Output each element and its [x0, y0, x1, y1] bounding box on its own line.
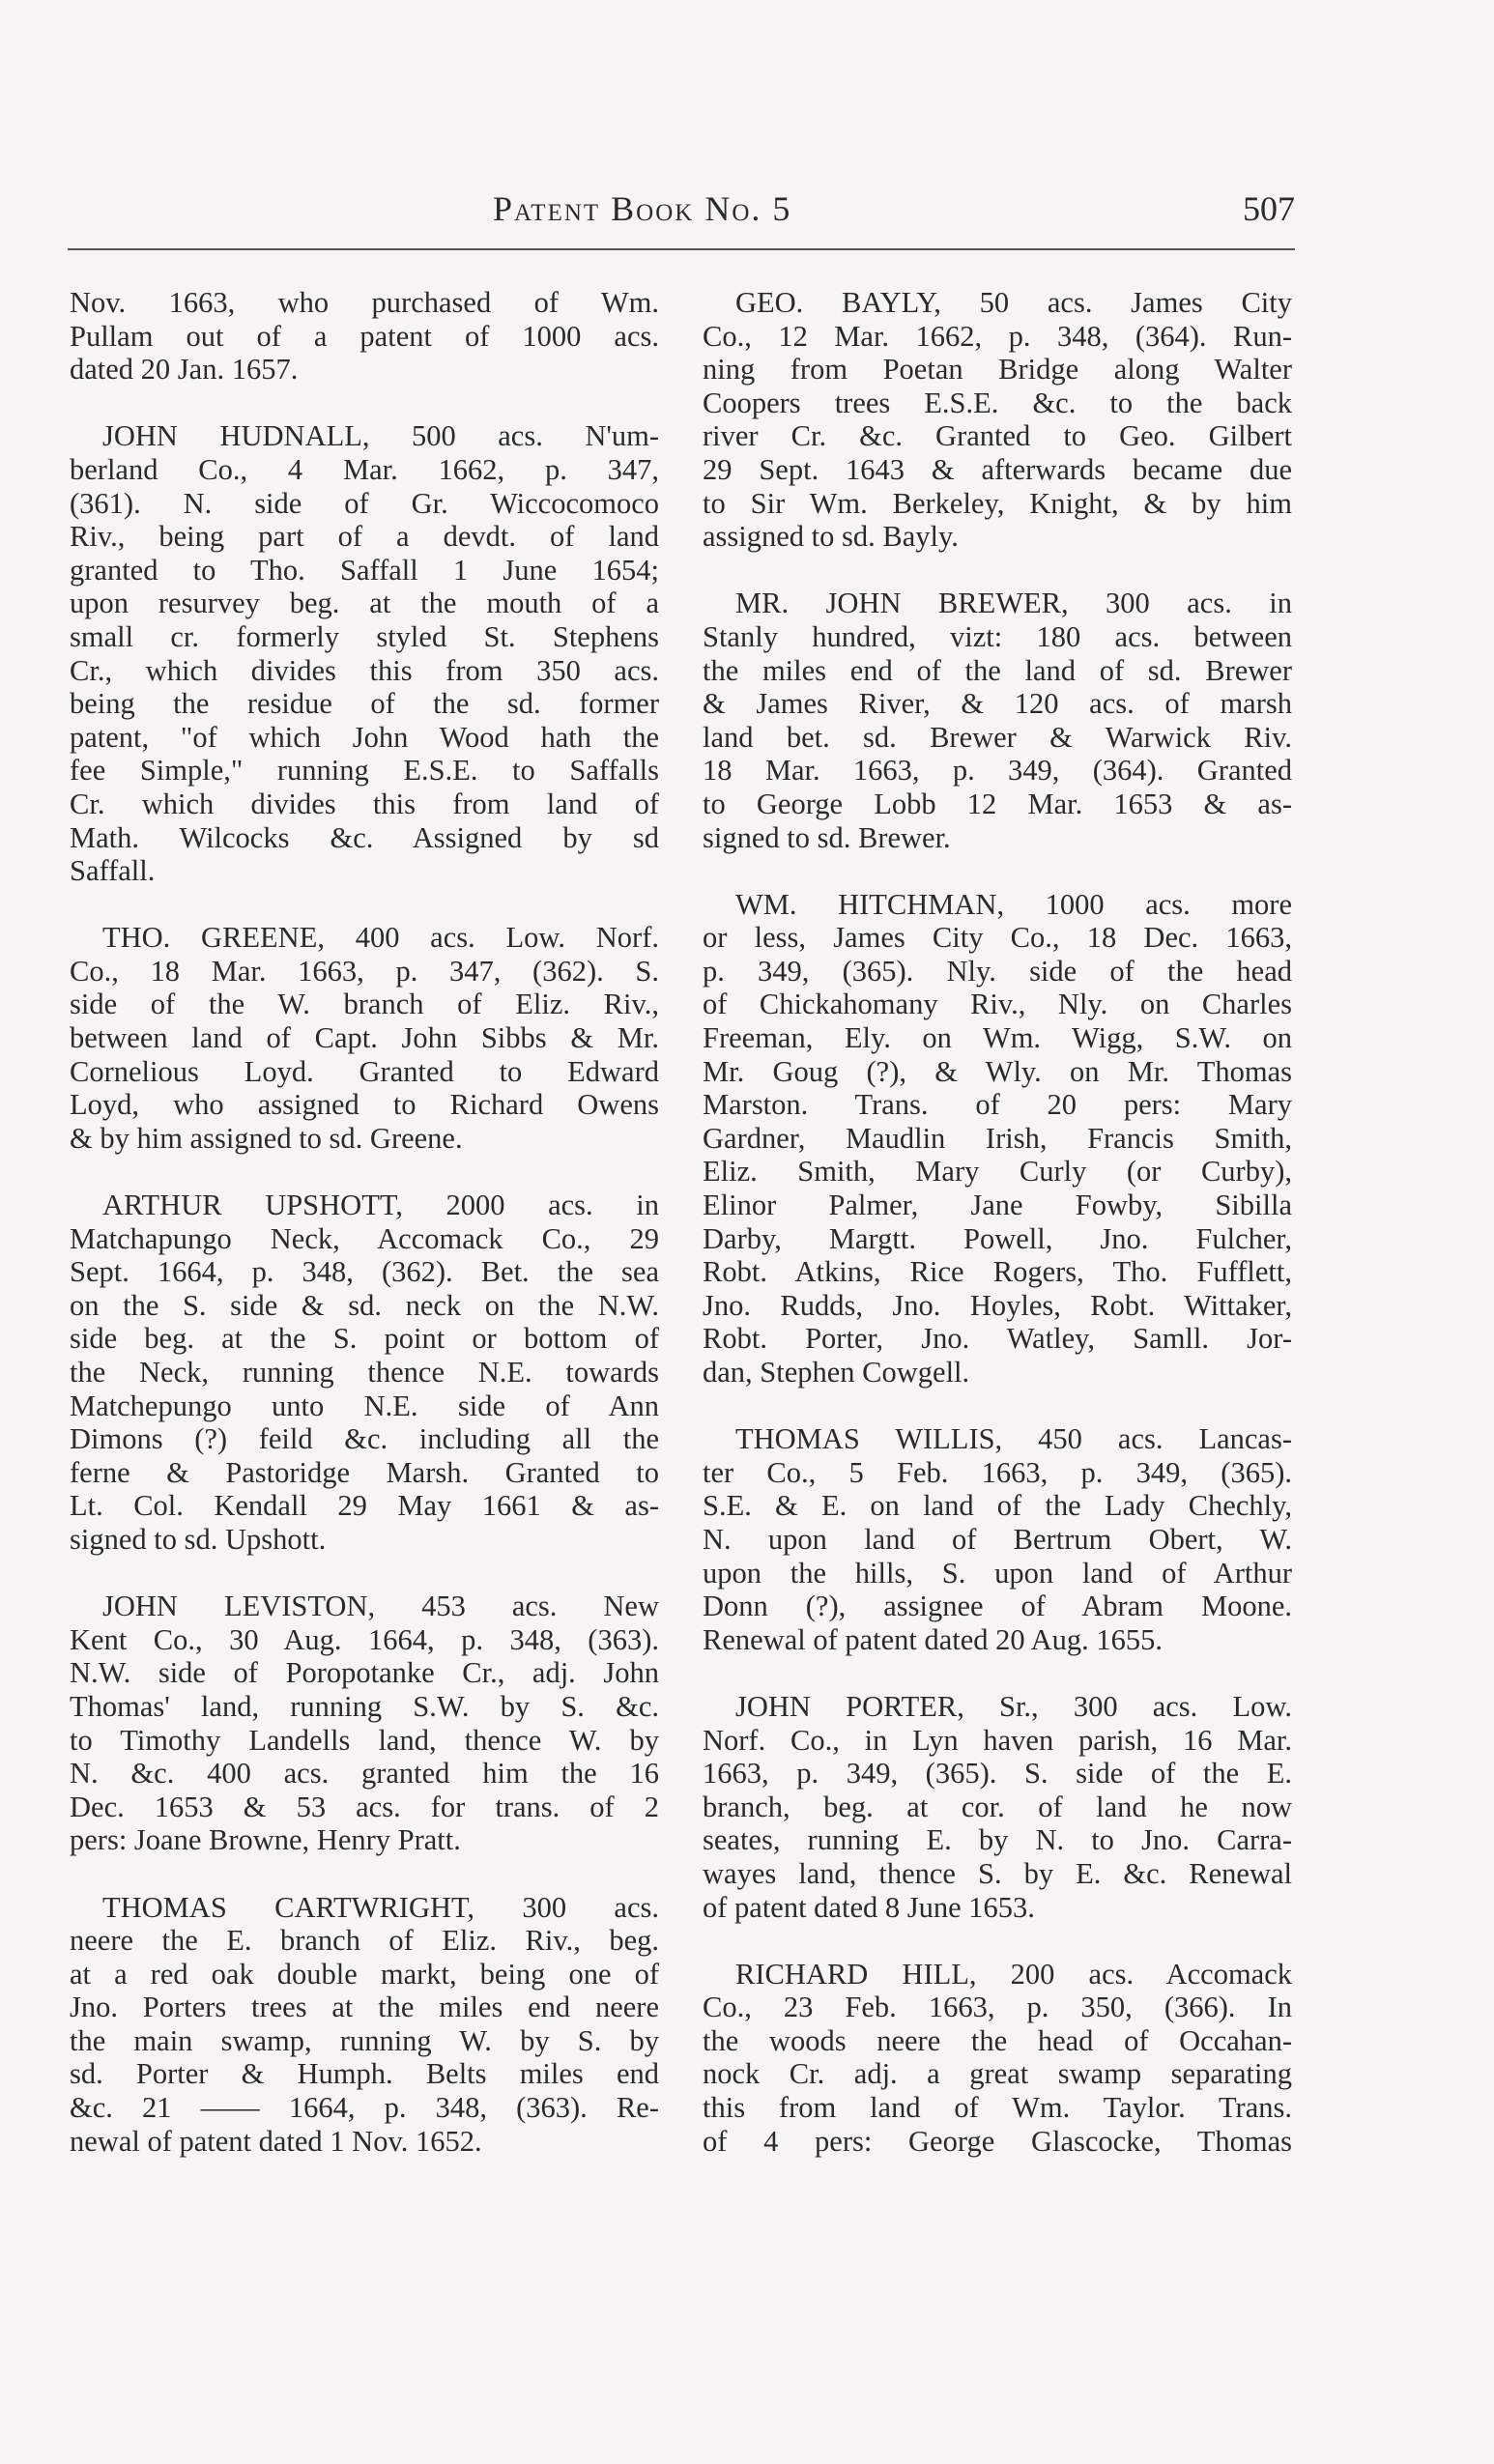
running-title: Patent Book No. 5 — [493, 189, 792, 228]
text-line: MR. JOHN BREWER, 300 acs. in — [735, 587, 1292, 620]
text-line: to George Lobb 12 Mar. 1653 & as- — [703, 787, 1292, 820]
text-line: neere the E. branch of Eliz. Riv., beg. — [70, 1924, 659, 1958]
text-line: Coopers trees E.S.E. &c. to the back — [703, 386, 1292, 419]
text-line: this from land of Wm. Taylor. Trans. — [703, 2091, 1292, 2125]
text-line: THOMAS WILLIS, 450 acs. Lancas- — [735, 1422, 1292, 1456]
text-line: signed to sd. Brewer. — [703, 820, 951, 854]
text-line: of patent dated 8 June 1653. — [703, 1890, 1035, 1924]
text-line: 29 Sept. 1643 & afterwards became due — [703, 452, 1292, 486]
text-line: or less, James City Co., 18 Dec. 1663, — [703, 921, 1292, 955]
text-line: Kent Co., 30 Aug. 1664, p. 348, (363). — [70, 1622, 659, 1656]
text-line: dated 20 Jan. 1657. — [70, 353, 299, 387]
text-line: RICHARD HILL, 200 acs. Accomack — [735, 1957, 1292, 1991]
text-line: S.E. & E. on land of the Lady Chechly, — [703, 1489, 1292, 1523]
text-line: Cornelious Loyd. Granted to Edward — [70, 1054, 659, 1088]
text-line: small cr. formerly styled St. Stephens — [70, 619, 659, 653]
text-line: the woods neere the head of Occahan- — [703, 2023, 1292, 2057]
text-line: of 4 pers: George Glascocke, Thomas — [703, 2124, 1292, 2158]
text-line: dan, Stephen Cowgell. — [703, 1356, 970, 1389]
patent-entry — [703, 1958, 1292, 2159]
patent-entry — [70, 1189, 659, 1557]
text-line: ter Co., 5 Feb. 1663, p. 349, (365). — [703, 1455, 1292, 1489]
text-line: Gardner, Maudlin Irish, Francis Smith, — [703, 1121, 1292, 1155]
text-line: Lt. Col. Kendall 29 May 1661 & as- — [70, 1489, 659, 1523]
text-line: granted to Tho. Saffall 1 June 1654; — [70, 553, 659, 587]
patent-entry — [703, 587, 1292, 854]
text-line: signed to sd. Upshott. — [70, 1522, 327, 1556]
text-line: GEO. BAYLY, 50 acs. James City — [735, 286, 1292, 319]
text-line: berland Co., 4 Mar. 1662, p. 347, — [70, 452, 659, 486]
text-line: of Chickahomany Riv., Nly. on Charles — [703, 988, 1292, 1021]
text-line: Jno. Porters trees at the miles end neere — [70, 1991, 659, 2024]
text-line: Nov. 1663, who purchased of Wm. — [70, 286, 659, 319]
text-line: river Cr. &c. Granted to Geo. Gilbert — [703, 419, 1292, 453]
text-line: seates, running E. by N. to Jno. Carra- — [703, 1823, 1292, 1857]
text-line: N. &c. 400 acs. granted him the 16 — [70, 1757, 659, 1791]
page-number: 507 — [1243, 189, 1295, 228]
text-line: Loyd, who assigned to Richard Owens — [70, 1088, 659, 1122]
text-line: Marston. Trans. of 20 pers: Mary — [703, 1088, 1292, 1122]
text-line: the Neck, running thence N.E. towards — [70, 1356, 659, 1389]
patent-entry — [70, 1891, 659, 2159]
text-line: Dimons (?) feild &c. including all the — [70, 1422, 659, 1456]
text-line: Matchepungo unto N.E. side of Ann — [70, 1389, 659, 1422]
text-line: ferne & Pastoridge Marsh. Granted to — [70, 1455, 659, 1489]
text-line: Math. Wilcocks &c. Assigned by sd — [70, 820, 659, 854]
text-line: between land of Capt. John Sibbs & Mr. — [70, 1021, 659, 1055]
left-column — [70, 286, 659, 2192]
text-line: Darby, Margtt. Powell, Jno. Fulcher, — [703, 1221, 1292, 1255]
text-line: Donn (?), assignee of Abram Moone. — [703, 1590, 1292, 1623]
text-line: assigned to sd. Bayly. — [703, 520, 959, 554]
text-line: Matchapungo Neck, Accomack Co., 29 — [70, 1221, 659, 1255]
text-line: side of the W. branch of Eliz. Riv., — [70, 988, 659, 1021]
patent-entry — [70, 1590, 659, 1857]
text-line: Stanly hundred, vizt: 180 acs. between — [703, 619, 1292, 653]
patent-entry — [703, 888, 1292, 1390]
text-line: branch, beg. at cor. of land he now — [703, 1790, 1292, 1823]
text-line: Renewal of patent dated 20 Aug. 1655. — [703, 1622, 1164, 1656]
text-line: fee Simple," running E.S.E. to Saffalls — [70, 754, 659, 788]
text-line: Pullam out of a patent of 1000 acs. — [70, 319, 659, 353]
patent-entry — [703, 286, 1292, 554]
page-header — [68, 188, 1295, 237]
text-line: patent, "of which John Wood hath the — [70, 720, 659, 754]
text-line: the miles end of the land of sd. Brewer — [703, 653, 1292, 687]
text-line: Co., 23 Feb. 1663, p. 350, (366). In — [703, 1991, 1292, 2024]
text-line: Thomas' land, running S.W. by S. &c. — [70, 1689, 659, 1723]
text-line: sd. Porter & Humph. Belts miles end — [70, 2057, 659, 2091]
patent-entry — [70, 419, 659, 887]
text-line: to Timothy Landells land, thence W. by — [70, 1723, 659, 1757]
text-line: wayes land, thence S. by E. &c. Renewal — [703, 1856, 1292, 1890]
text-line: (361). N. side of Gr. Wiccocomoco — [70, 486, 659, 520]
text-line: WM. HITCHMAN, 1000 acs. more — [735, 887, 1292, 921]
text-line: Sept. 1664, p. 348, (362). Bet. the sea — [70, 1255, 659, 1289]
text-line: JOHN PORTER, Sr., 300 acs. Low. — [735, 1689, 1292, 1723]
patent-entry — [70, 286, 659, 387]
text-line: Freeman, Ely. on Wm. Wigg, S.W. on — [703, 1021, 1292, 1055]
text-line: Robt. Atkins, Rice Rogers, Tho. Fufflett, — [703, 1255, 1292, 1289]
text-line: Cr., which divides this from 350 acs. — [70, 653, 659, 687]
text-line: the main swamp, running W. by S. by — [70, 2023, 659, 2057]
text-line: 18 Mar. 1663, p. 349, (364). Granted — [703, 754, 1292, 788]
text-line: upon resurvey beg. at the mouth of a — [70, 587, 659, 620]
text-line: Mr. Goug (?), & Wly. on Mr. Thomas — [703, 1054, 1292, 1088]
text-line: Saffall. — [70, 854, 156, 888]
text-line: Elinor Palmer, Jane Fowby, Sibilla — [703, 1189, 1292, 1222]
text-line: N. upon land of Bertrum Obert, W. — [703, 1522, 1292, 1556]
text-line: at a red oak double markt, being one of — [70, 1957, 659, 1991]
text-line: side beg. at the S. point or bottom of — [70, 1322, 659, 1356]
text-line: Jno. Rudds, Jno. Hoyles, Robt. Wittaker, — [703, 1288, 1292, 1322]
text-line: JOHN LEVISTON, 453 acs. New — [102, 1590, 659, 1623]
patent-entry — [70, 921, 659, 1155]
text-line: & by him assigned to sd. Greene. — [70, 1121, 463, 1155]
text-line: to Sir Wm. Berkeley, Knight, & by him — [703, 486, 1292, 520]
text-line: Eliz. Smith, Mary Curly (or Curby), — [703, 1155, 1292, 1189]
text-line: &c. 21 —— 1664, p. 348, (363). Re- — [70, 2091, 659, 2125]
text-line: ARTHUR UPSHOTT, 2000 acs. in — [102, 1189, 659, 1222]
text-line: THOMAS CARTWRIGHT, 300 acs. — [102, 1890, 659, 1924]
right-column — [703, 286, 1292, 2192]
text-line: THO. GREENE, 400 acs. Low. Norf. — [102, 921, 659, 955]
text-line: Norf. Co., in Lyn haven parish, 16 Mar. — [703, 1723, 1292, 1757]
text-line: Co., 12 Mar. 1662, p. 348, (364). Run- — [703, 319, 1292, 353]
text-line: JOHN HUDNALL, 500 acs. N'um- — [102, 419, 659, 453]
text-line: pers: Joane Browne, Henry Pratt. — [70, 1823, 461, 1857]
text-line: Dec. 1653 & 53 acs. for trans. of 2 — [70, 1790, 659, 1823]
text-line: on the S. side & sd. neck on the N.W. — [70, 1288, 659, 1322]
header-rule — [68, 248, 1295, 250]
text-line: being the residue of the sd. former — [70, 687, 659, 721]
text-line: 1663, p. 349, (365). S. side of the E. — [703, 1757, 1292, 1791]
patent-entry — [703, 1690, 1292, 1924]
text-line: N.W. side of Poropotanke Cr., adj. John — [70, 1656, 659, 1690]
text-line: upon the hills, S. upon land of Arthur — [703, 1556, 1292, 1590]
patent-entry — [703, 1422, 1292, 1656]
text-line: Riv., being part of a devdt. of land — [70, 520, 659, 554]
text-line: & James River, & 120 acs. of marsh — [703, 687, 1292, 721]
text-line: newal of patent dated 1 Nov. 1652. — [70, 2124, 482, 2158]
text-line: Co., 18 Mar. 1663, p. 347, (362). S. — [70, 954, 659, 988]
text-line: p. 349, (365). Nly. side of the head — [703, 954, 1292, 988]
text-line: Cr. which divides this from land of — [70, 787, 659, 820]
text-line: Robt. Porter, Jno. Watley, Samll. Jor- — [703, 1322, 1292, 1356]
text-line: land bet. sd. Brewer & Warwick Riv. — [703, 720, 1292, 754]
text-line: ning from Poetan Bridge along Walter — [703, 353, 1292, 387]
text-line: nock Cr. adj. a great swamp separating — [703, 2057, 1292, 2091]
